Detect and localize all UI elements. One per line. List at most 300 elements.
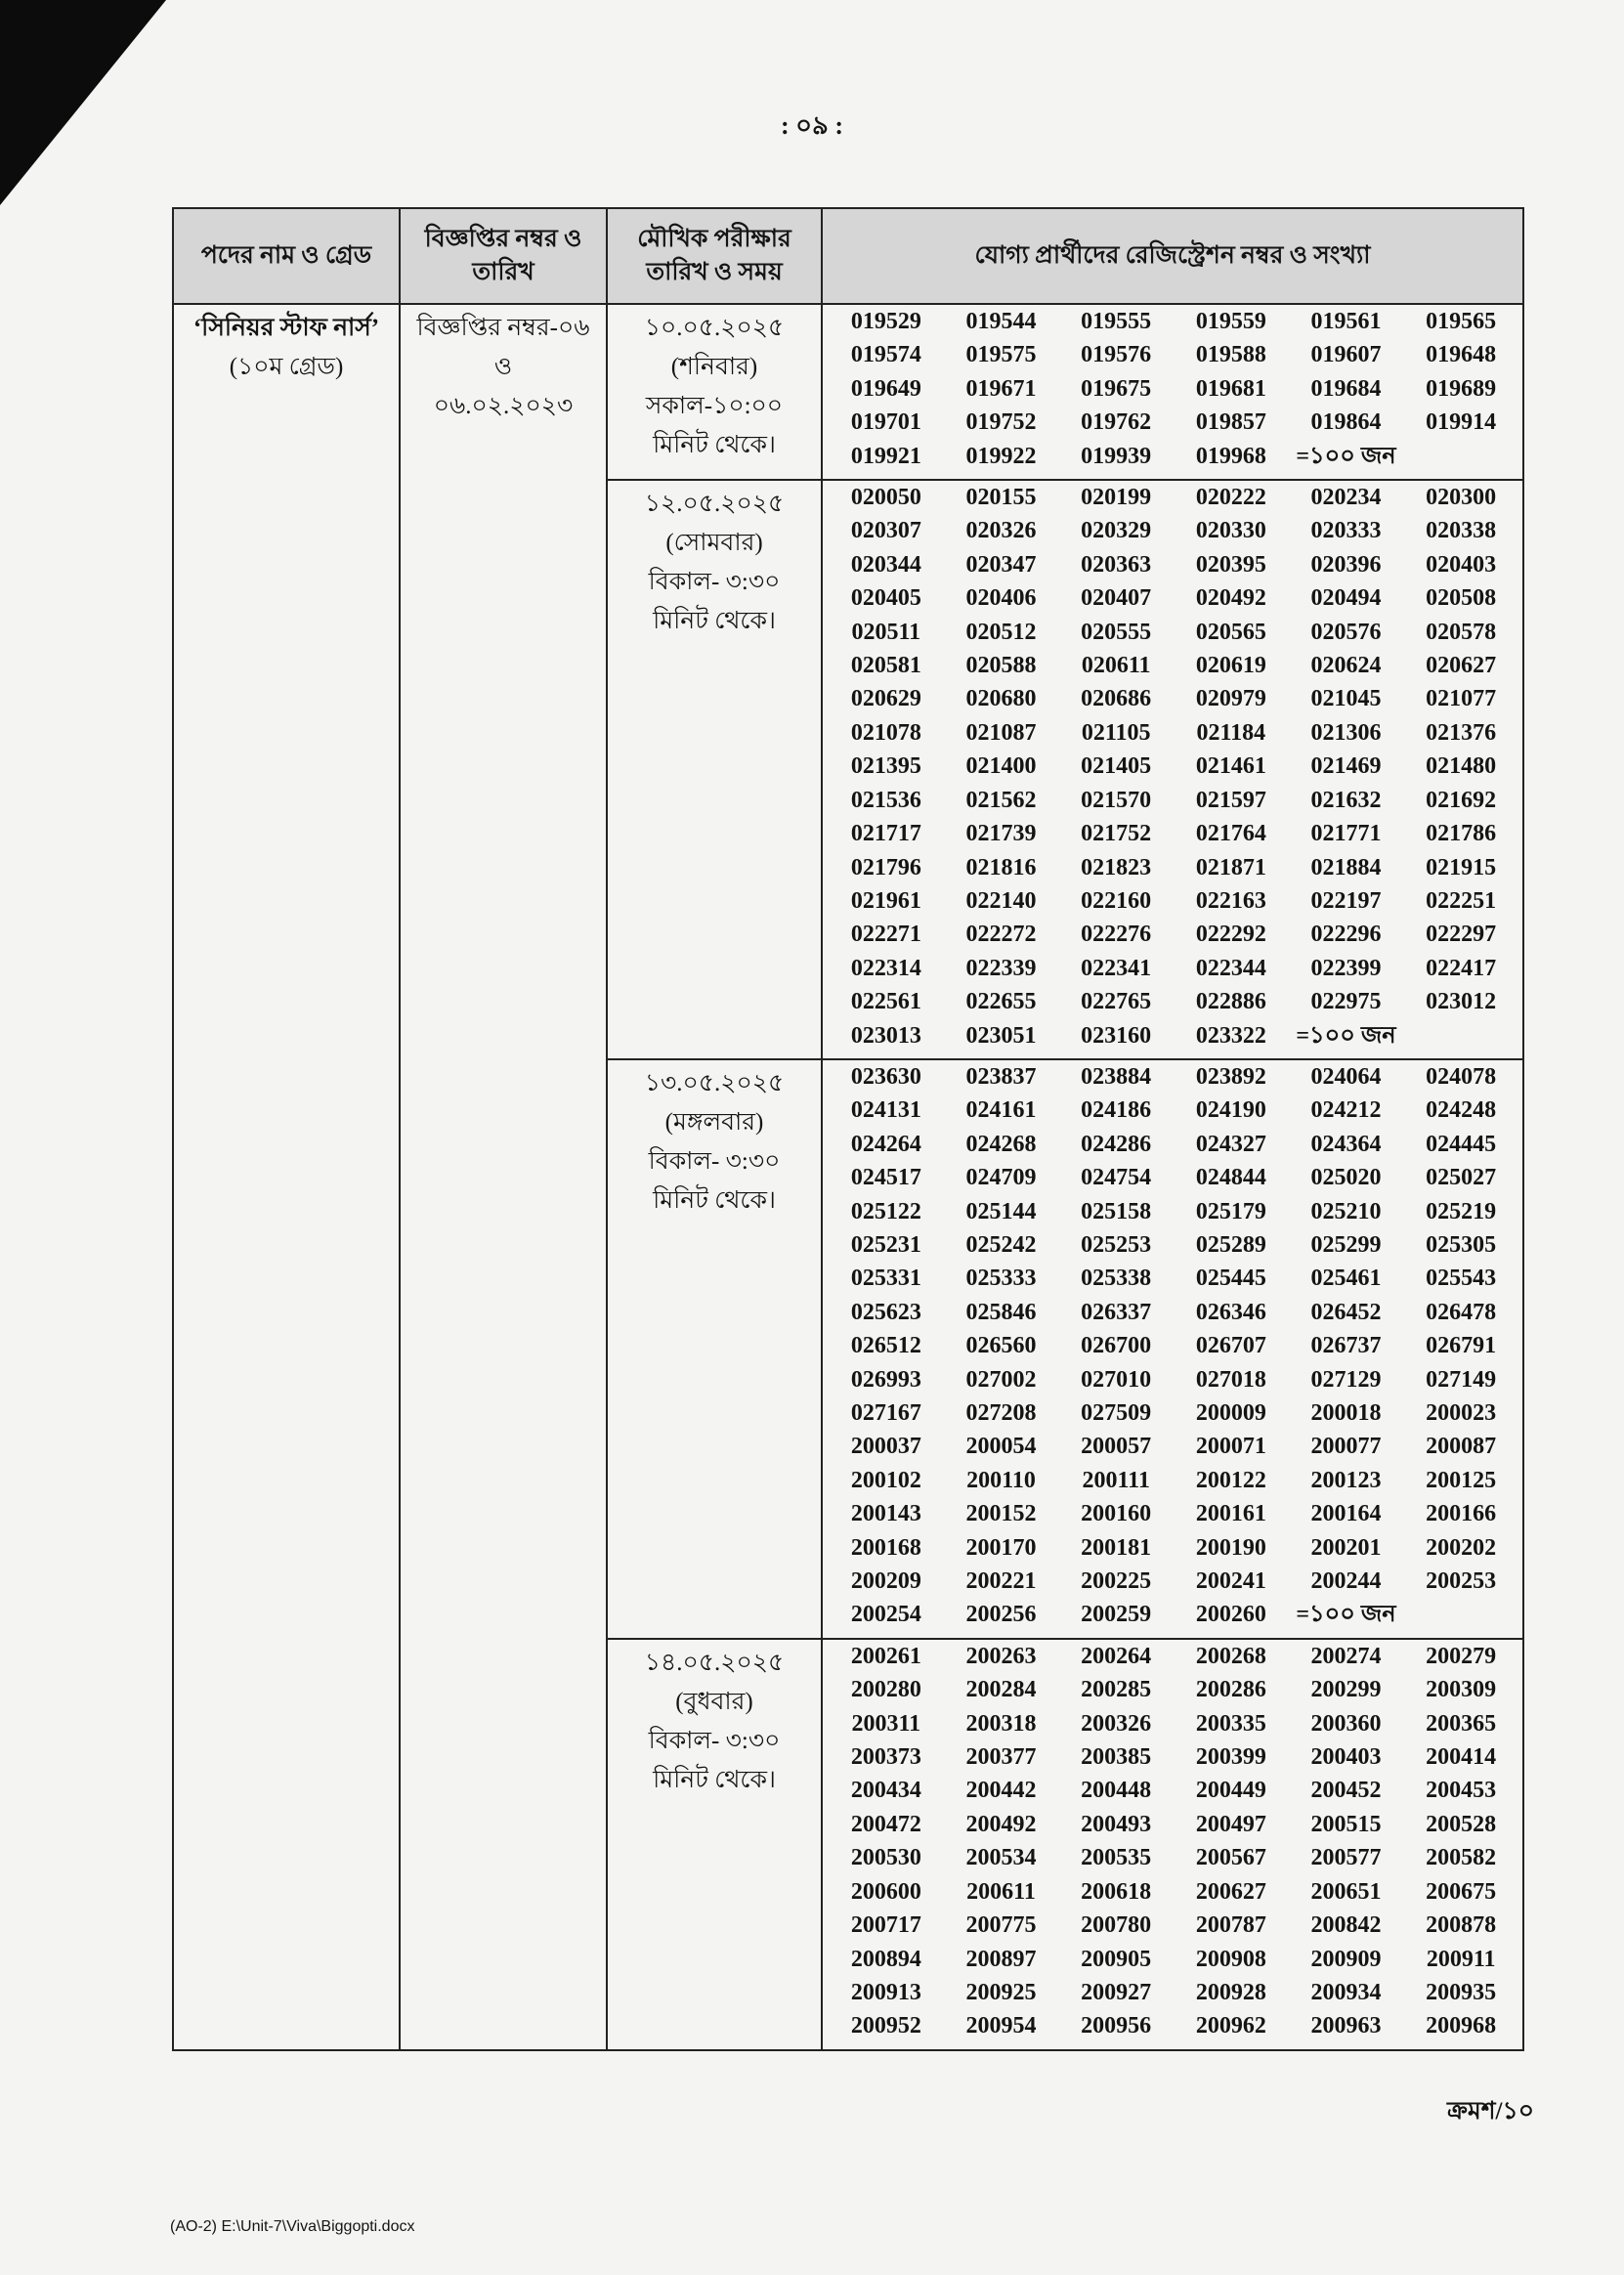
reg-number: 020363 [1081, 551, 1152, 578]
reg-number: 200280 [850, 1677, 921, 1703]
reg-number: 020619 [1195, 653, 1266, 679]
reg-number: 027167 [850, 1400, 921, 1426]
reg-number: 200309 [1426, 1677, 1497, 1703]
reg-number: 200928 [1195, 1979, 1266, 2005]
viva-day: (মঙ্গলবার) [664, 1108, 764, 1136]
reg-number: 024445 [1426, 1131, 1497, 1157]
notice-number: বিজ্ঞপ্তির নম্বর-০৬ [416, 315, 590, 341]
reg-number: 021771 [1310, 821, 1382, 847]
reg-number: 025543 [1426, 1266, 1497, 1292]
reg-grid [829, 481, 1518, 1052]
reg-number: 022163 [1195, 887, 1266, 914]
reg-number: 022160 [1081, 887, 1152, 914]
reg-number: 020511 [851, 619, 921, 645]
reg-number: 025846 [965, 1299, 1037, 1325]
reg-number: 024517 [850, 1165, 921, 1191]
reg-number: 020199 [1081, 485, 1152, 511]
post-name: ‘সিনিয়র স্টাফ নার্স’ [192, 315, 380, 341]
reg-number: 020508 [1426, 585, 1497, 612]
regs-cell [822, 1639, 1523, 2050]
header-post: পদের নাম ও গ্রেড [173, 208, 400, 304]
reg-number: 020155 [965, 485, 1037, 511]
reg-number: 024248 [1426, 1097, 1497, 1124]
reg-number: 025331 [850, 1266, 921, 1292]
reg-number: 200452 [1310, 1778, 1382, 1804]
reg-number: 200493 [1081, 1811, 1152, 1837]
reg-number: 200261 [850, 1643, 921, 1669]
reg-number: 022339 [965, 955, 1037, 981]
viva-date-cell [607, 1639, 822, 2050]
reg-number: 019559 [1195, 309, 1266, 334]
viva-date-cell [607, 1059, 822, 1639]
reg-number: 024364 [1310, 1131, 1382, 1157]
reg-number: 200913 [850, 1979, 921, 2005]
reg-number: 019939 [1081, 443, 1152, 469]
reg-number: 019922 [965, 443, 1037, 469]
reg-number: 024754 [1081, 1165, 1152, 1191]
reg-number: 200878 [1426, 1912, 1497, 1939]
reg-number: 024268 [965, 1131, 1037, 1157]
reg-number: 020588 [965, 653, 1037, 679]
reg-number: 200268 [1195, 1643, 1266, 1669]
reg-number: 019648 [1426, 342, 1497, 368]
reg-number: 200775 [965, 1912, 1037, 1939]
reg-number: 200335 [1195, 1710, 1266, 1737]
reg-number: 200717 [850, 1912, 921, 1939]
reg-number: 200787 [1195, 1912, 1266, 1939]
viva-time: বিকাল- ৩:৩০ [648, 569, 781, 596]
reg-number: 023322 [1195, 1022, 1266, 1049]
reg-number: 020512 [965, 619, 1037, 645]
reg-number: 200241 [1195, 1568, 1266, 1595]
reg-number: 020979 [1195, 686, 1266, 712]
reg-number: 021400 [965, 753, 1037, 780]
reg-number: 026700 [1081, 1333, 1152, 1359]
reg-number: 200054 [965, 1434, 1037, 1460]
reg-number: 022765 [1081, 989, 1152, 1015]
reg-number: 200253 [1426, 1568, 1497, 1595]
reg-number: 022197 [1310, 887, 1382, 914]
reg-number: 024161 [965, 1097, 1037, 1124]
reg-number: 019914 [1426, 409, 1497, 436]
reg-number: 200675 [1426, 1878, 1497, 1905]
reg-number: 200534 [965, 1845, 1037, 1871]
reg-number: 200414 [1426, 1744, 1497, 1771]
reg-number: 200567 [1195, 1845, 1266, 1871]
reg-number: 200260 [1195, 1602, 1266, 1628]
viva-day: (সোমবার) [665, 530, 763, 557]
reg-number: 200164 [1310, 1501, 1382, 1527]
reg-number: 019529 [850, 309, 921, 334]
reg-number: 024131 [850, 1097, 921, 1124]
reg-number: 020222 [1195, 485, 1266, 511]
reg-number: 200377 [965, 1744, 1037, 1771]
reg-number: 200071 [1195, 1434, 1266, 1460]
viva-date: ১০.০৫.২০২৫ [644, 315, 785, 341]
reg-number: 021871 [1195, 854, 1266, 880]
reg-number: 200190 [1195, 1534, 1266, 1561]
reg-number: 023013 [850, 1022, 921, 1049]
viva-date-cell [607, 304, 822, 480]
reg-number: 021632 [1310, 787, 1382, 813]
reg-number: 025231 [850, 1231, 921, 1258]
reg-number: 020680 [965, 686, 1037, 712]
regs-cell [822, 480, 1523, 1059]
reg-number: 019675 [1081, 375, 1152, 402]
reg-number: 200399 [1195, 1744, 1266, 1771]
reg-number: 200611 [966, 1878, 1036, 1905]
reg-number: 200530 [850, 1845, 921, 1871]
reg-number: 022140 [965, 887, 1037, 914]
viva-date: ১৩.০৫.২০২৫ [644, 1069, 785, 1096]
reg-number: 200448 [1081, 1778, 1152, 1804]
reg-number: 200842 [1310, 1912, 1382, 1939]
reg-number: 200279 [1426, 1643, 1497, 1669]
reg-number: 026707 [1195, 1333, 1266, 1359]
reg-number: 020396 [1310, 551, 1382, 578]
reg-number: 027509 [1081, 1400, 1152, 1426]
page-number: : ০৯ : [780, 111, 844, 140]
reg-number: 023012 [1426, 989, 1497, 1015]
reg-number: 020611 [1081, 653, 1151, 679]
reg-number: 020629 [850, 686, 921, 712]
reg-number: 022655 [965, 989, 1037, 1015]
scan-corner-mark [0, 0, 166, 205]
reg-number: 020050 [850, 485, 921, 511]
reg-number: 025305 [1426, 1231, 1497, 1258]
viva-suffix: মিনিট থেকে। [653, 432, 776, 458]
reg-number: 200528 [1426, 1811, 1497, 1837]
reg-number: 200962 [1195, 2013, 1266, 2039]
viva-suffix: মিনিট থেকে। [653, 1186, 776, 1214]
reg-number: 020333 [1310, 518, 1382, 544]
header-regs: যোগ্য প্রার্থীদের রেজিস্ট্রেশন নম্বর ও সংখ্যা [822, 208, 1523, 304]
reg-number: 021087 [965, 719, 1037, 746]
reg-number: 025242 [965, 1231, 1037, 1258]
reg-number: 021752 [1081, 821, 1152, 847]
reg-number: 020686 [1081, 686, 1152, 712]
reg-number: 019561 [1310, 309, 1382, 334]
reg-number: 020300 [1426, 485, 1497, 511]
reg-number: 021077 [1426, 686, 1497, 712]
reg-number: 026993 [850, 1366, 921, 1393]
reg-number: 022292 [1195, 922, 1266, 948]
reg-number: 021306 [1310, 719, 1382, 746]
reg-number: 025253 [1081, 1231, 1152, 1258]
reg-number: 200909 [1310, 1946, 1382, 1972]
reg-number: 025179 [1195, 1198, 1266, 1224]
notice-cell [400, 304, 607, 2050]
reg-number: 020326 [965, 518, 1037, 544]
reg-number: 021786 [1426, 821, 1497, 847]
reg-number: 024212 [1310, 1097, 1382, 1124]
reg-number: 200442 [965, 1778, 1037, 1804]
reg-number: 021184 [1196, 719, 1266, 746]
reg-number: 019555 [1081, 309, 1152, 334]
reg-number: 200166 [1426, 1501, 1497, 1527]
reg-number: 200125 [1426, 1467, 1497, 1493]
reg-number: 020395 [1195, 551, 1266, 578]
viva-date: ১৪.০৫.২০২৫ [644, 1649, 785, 1676]
reg-number: 200161 [1195, 1501, 1266, 1527]
reg-number: 019671 [965, 375, 1037, 402]
viva-time: বিকাল- ৩:৩০ [648, 1147, 781, 1175]
reg-number: 200286 [1195, 1677, 1266, 1703]
reg-number: 020406 [965, 585, 1037, 612]
reg-number: 200123 [1310, 1467, 1382, 1493]
reg-number: 025210 [1310, 1198, 1382, 1224]
reg-number: 200434 [850, 1778, 921, 1804]
reg-number: 200365 [1426, 1710, 1497, 1737]
reg-grid [829, 305, 1518, 473]
reg-number: 200618 [1081, 1878, 1152, 1905]
reg-number: 200925 [965, 1979, 1037, 2005]
reg-number: 200209 [850, 1568, 921, 1595]
reg-number: 023892 [1195, 1063, 1266, 1090]
reg-number: 022314 [850, 955, 921, 981]
reg-number: 021739 [965, 821, 1037, 847]
reg-number: 020330 [1195, 518, 1266, 544]
reg-number: 200077 [1310, 1434, 1382, 1460]
reg-number: 200259 [1081, 1602, 1152, 1628]
reg-number: 024327 [1195, 1131, 1266, 1157]
reg-number: 024709 [965, 1165, 1037, 1191]
reg-number: 021045 [1310, 686, 1382, 712]
total-count: =১০০ জন [1296, 443, 1396, 469]
reg-grid [829, 1060, 1518, 1632]
reg-number: 022399 [1310, 955, 1382, 981]
reg-number: 200168 [850, 1534, 921, 1561]
reg-number: 021405 [1081, 753, 1152, 780]
reg-number: 025144 [965, 1198, 1037, 1224]
reg-number: 022296 [1310, 922, 1382, 948]
reg-number: 022297 [1426, 922, 1497, 948]
reg-number: 020344 [850, 551, 921, 578]
reg-number: 025461 [1310, 1266, 1382, 1292]
reg-number: 020407 [1081, 585, 1152, 612]
reg-number: 021884 [1310, 854, 1382, 880]
reg-number: 200582 [1426, 1845, 1497, 1871]
reg-number: 200018 [1310, 1400, 1382, 1426]
reg-number: 200934 [1310, 1979, 1382, 2005]
reg-number: 020234 [1310, 485, 1382, 511]
notice-date: ০৬.০২.২০২৩ [433, 393, 574, 419]
reg-number: 020347 [965, 551, 1037, 578]
reg-number: 019576 [1081, 342, 1152, 368]
reg-number: 200627 [1195, 1878, 1266, 1905]
header-viva: মৌখিক পরীক্ষার তারিখ ও সময় [607, 208, 822, 304]
reg-number: 200110 [966, 1467, 1036, 1493]
reg-number: 021078 [850, 719, 921, 746]
reg-number: 200373 [850, 1744, 921, 1771]
reg-number: 020494 [1310, 585, 1382, 612]
continued-note: ক্রমশ/১০ [1446, 2098, 1534, 2125]
reg-number: 021395 [850, 753, 921, 780]
reg-number: 200318 [965, 1710, 1037, 1737]
reg-number: 025333 [965, 1266, 1037, 1292]
reg-number: 021105 [1081, 719, 1151, 746]
reg-number: 200284 [965, 1677, 1037, 1703]
reg-number: 020624 [1310, 653, 1382, 679]
reg-number: 027208 [965, 1400, 1037, 1426]
reg-number: 200263 [965, 1643, 1037, 1669]
reg-number: 200160 [1081, 1501, 1152, 1527]
reg-number: 200009 [1195, 1400, 1266, 1426]
reg-number: 022276 [1081, 922, 1152, 948]
viva-suffix: মিনিট থেকে। [653, 608, 776, 635]
reg-number: 026337 [1081, 1299, 1152, 1325]
reg-number: 024078 [1426, 1063, 1497, 1090]
reg-number: 021562 [965, 787, 1037, 813]
reg-number: 200311 [851, 1710, 921, 1737]
reg-number: 019575 [965, 342, 1037, 368]
post-cell [173, 304, 400, 2050]
viva-date: ১২.০৫.২০২৫ [644, 491, 785, 518]
reg-number: 022344 [1195, 955, 1266, 981]
reg-number: 021536 [850, 787, 921, 813]
reg-number: 200274 [1310, 1643, 1382, 1669]
regs-cell [822, 304, 1523, 480]
reg-number: 200651 [1310, 1878, 1382, 1905]
reg-number: 019574 [850, 342, 921, 368]
reg-number: 020555 [1081, 619, 1152, 645]
reg-number: 021915 [1426, 854, 1497, 880]
reg-number: 024064 [1310, 1063, 1382, 1090]
reg-number: 019681 [1195, 375, 1266, 402]
reg-number: 019762 [1081, 409, 1152, 436]
reg-number: 022251 [1426, 887, 1497, 914]
reg-number: 026737 [1310, 1333, 1382, 1359]
reg-number: 023160 [1081, 1022, 1152, 1049]
reg-number: 021480 [1426, 753, 1497, 780]
reg-number: 019857 [1195, 409, 1266, 436]
reg-number: 026512 [850, 1333, 921, 1359]
reg-number: 023884 [1081, 1063, 1152, 1090]
reg-number: 200221 [965, 1568, 1037, 1595]
reg-number: 026346 [1195, 1299, 1266, 1325]
reg-number: 019565 [1426, 309, 1497, 334]
reg-number: 021764 [1195, 821, 1266, 847]
reg-number: 022417 [1426, 955, 1497, 981]
reg-number: 200954 [965, 2013, 1037, 2039]
reg-number: 200023 [1426, 1400, 1497, 1426]
reg-number: 200264 [1081, 1643, 1152, 1669]
reg-number: 025219 [1426, 1198, 1497, 1224]
reg-number: 200935 [1426, 1979, 1497, 2005]
reg-number: 200515 [1310, 1811, 1382, 1837]
reg-number: 020338 [1426, 518, 1497, 544]
reg-number: 020576 [1310, 619, 1382, 645]
reg-number: 200181 [1081, 1534, 1152, 1561]
file-path: (AO-2) E:\Unit-7\Viva\Biggopti.docx [170, 2218, 415, 2235]
reg-number: 200201 [1310, 1534, 1382, 1561]
reg-number: 200956 [1081, 2013, 1152, 2039]
reg-number: 200968 [1426, 2013, 1497, 2039]
reg-number: 019607 [1310, 342, 1382, 368]
reg-number: 019752 [965, 409, 1037, 436]
reg-number: 200256 [965, 1602, 1037, 1628]
reg-number: 200927 [1081, 1979, 1152, 2005]
reg-number: 025122 [850, 1198, 921, 1224]
regs-cell [822, 1059, 1523, 1639]
reg-number: 020307 [850, 518, 921, 544]
reg-number: 025020 [1310, 1165, 1382, 1191]
notice-and: ও [493, 354, 513, 380]
reg-number: 200472 [850, 1811, 921, 1837]
reg-number: 021376 [1426, 719, 1497, 746]
reg-number: 022886 [1195, 989, 1266, 1015]
reg-number: 200285 [1081, 1677, 1152, 1703]
reg-number: 027149 [1426, 1366, 1497, 1393]
reg-number: 022341 [1081, 955, 1152, 981]
reg-number: 023630 [850, 1063, 921, 1090]
reg-number: 020578 [1426, 619, 1497, 645]
reg-number: 200952 [850, 2013, 921, 2039]
header-notice: বিজ্ঞপ্তির নম্বর ও তারিখ [400, 208, 607, 304]
reg-number: 022271 [850, 922, 921, 948]
reg-number: 200202 [1426, 1534, 1497, 1561]
reg-number: 200780 [1081, 1912, 1152, 1939]
reg-number: 021816 [965, 854, 1037, 880]
reg-number: 200244 [1310, 1568, 1382, 1595]
reg-number: 200963 [1310, 2013, 1382, 2039]
reg-number: 019588 [1195, 342, 1266, 368]
reg-number: 025158 [1081, 1198, 1152, 1224]
reg-number: 200497 [1195, 1811, 1266, 1837]
table-row [173, 304, 1523, 480]
reg-number: 020329 [1081, 518, 1152, 544]
reg-number: 024186 [1081, 1097, 1152, 1124]
candidate-table [172, 207, 1524, 2051]
reg-number: 200299 [1310, 1677, 1382, 1703]
reg-number: 021461 [1195, 753, 1266, 780]
reg-number: 019701 [850, 409, 921, 436]
reg-number: 021570 [1081, 787, 1152, 813]
reg-number: 019864 [1310, 409, 1382, 436]
reg-number: 025338 [1081, 1266, 1152, 1292]
reg-number: 022272 [965, 922, 1037, 948]
reg-number: 200911 [1426, 1946, 1496, 1972]
reg-number: 200143 [850, 1501, 921, 1527]
reg-number: 027010 [1081, 1366, 1152, 1393]
reg-number: 021796 [850, 854, 921, 880]
reg-number: 020403 [1426, 551, 1497, 578]
reg-number: 200111 [1082, 1467, 1150, 1493]
reg-number: 023837 [965, 1063, 1037, 1090]
reg-number: 200894 [850, 1946, 921, 1972]
reg-number: 200492 [965, 1811, 1037, 1837]
reg-number: 200037 [850, 1434, 921, 1460]
reg-number: 200254 [850, 1602, 921, 1628]
reg-number: 019689 [1426, 375, 1497, 402]
reg-number: 200905 [1081, 1946, 1152, 1972]
reg-number: 200449 [1195, 1778, 1266, 1804]
reg-number: 200225 [1081, 1568, 1152, 1595]
viva-time: বিকাল- ৩:৩০ [648, 1727, 781, 1754]
reg-number: 019921 [850, 443, 921, 469]
reg-number: 026560 [965, 1333, 1037, 1359]
reg-number: 023051 [965, 1022, 1037, 1049]
reg-number: 024844 [1195, 1165, 1266, 1191]
reg-number: 200453 [1426, 1778, 1497, 1804]
reg-number: 024286 [1081, 1131, 1152, 1157]
reg-number: 021469 [1310, 753, 1382, 780]
reg-number: 025445 [1195, 1266, 1266, 1292]
reg-number: 020492 [1195, 585, 1266, 612]
reg-number: 022561 [850, 989, 921, 1015]
post-grade: (১০ম গ্রেড) [229, 354, 344, 380]
reg-number: 024190 [1195, 1097, 1266, 1124]
